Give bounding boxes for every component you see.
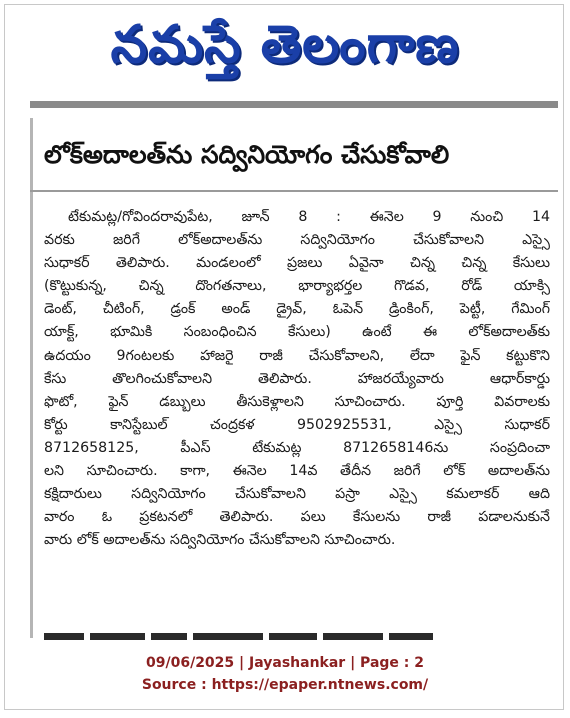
article-body-line: యాక్ట్, భూమికి సంబంధించిన కేసులు) ఉంటే ఈ లోక్‌అదాలత్‌కు xyxy=(44,324,550,341)
article-body-line: ఫొటో, ఫైన్ డబ్బులు తీసుకెళ్లాలని సూచించారు. పూర్తి వివరాలకు xyxy=(44,393,550,410)
footer-dateline: 09/06/2025 | Jayashankar | Page : 2 xyxy=(146,655,424,671)
headline-divider xyxy=(30,190,558,192)
article-body-line: లని సూచించారు. కాగా, ఈనెల 14వ తేదీన జరిగే లోక్ అదాలత్‌ను xyxy=(44,463,550,480)
article-body-line: వరకు జరిగే లోక్‌అదాలత్‌ను సద్వినియోగం చేసుకోవాలని ఎస్సై xyxy=(44,232,550,249)
article-body-line: వారం ఓ ప్రకటనలో తెలిపారు. పలు కేసులను రాజీ పడాలనుకునే xyxy=(44,509,550,526)
article-body-line: (కొట్టుకున్న, చిన్న దొంగతనాలు, భార్యాభర్తల గొడవ, రోడ్ యాక్సి xyxy=(44,278,550,295)
masthead-divider xyxy=(30,101,558,108)
clipping-footer xyxy=(0,652,570,696)
newspaper-masthead xyxy=(30,8,540,94)
article-body xyxy=(44,206,550,552)
article-body-line: కక్షిదారులు సద్వినియోగం చేసుకోవాలని పస్రా ఎస్సై కమలాకర్ ఆది xyxy=(44,486,550,503)
article-body-line: ఉదయం 9గంటలకు హాజరై రాజీ చేసుకోవాలని, లేదా ఫైన్ కట్టుకొని xyxy=(44,347,550,364)
next-article-cutoff xyxy=(44,630,474,640)
article-body-line: 8712658125, పీఎస్ టేకుమట్ల 8712658146ను సంప్రదించా xyxy=(44,439,550,456)
article-body-line: కేసు తొలగించుకోవాలని తెలిపారు. హాజరయ్యేవారు ఆధార్‌కార్డు xyxy=(44,370,550,387)
article-body-line: వారు లోక్ అదాలత్‌ను సద్వినియోగం చేసుకోవాలని సూచించారు. xyxy=(44,532,396,549)
article-body-line: డెంట్, చీటింగ్, డ్రంక్ అండ్ డ్రైవ్, ఓపెన్ డ్రింకింగ్, పెట్టీ, గేమింగ్ xyxy=(44,301,550,318)
footer-source: Source : https://epaper.ntnews.com/ xyxy=(141,677,429,693)
article-body-line: కోర్టు కానిస్టేబుల్ చంద్రకళ 9502925531, ఎస్సై సుధాకర్ xyxy=(44,416,550,433)
article-body-line: టేకుమట్ల/గోవిందరావుపేట, జూన్ 8 : ఈనెల 9 నుంచి 14 xyxy=(68,209,550,225)
masthead-title: నమస్తే తెలంగాణ xyxy=(110,14,460,75)
article-body-line: సుధాకర్ తెలిపారు. మండలంలో ప్రజలు ఏవైనా చిన్న చిన్న కేసులు xyxy=(44,255,550,272)
article-headline: లోక్‌అదాలత్‌ను సద్వినియోగం చేసుకోవాలి xyxy=(44,140,450,169)
